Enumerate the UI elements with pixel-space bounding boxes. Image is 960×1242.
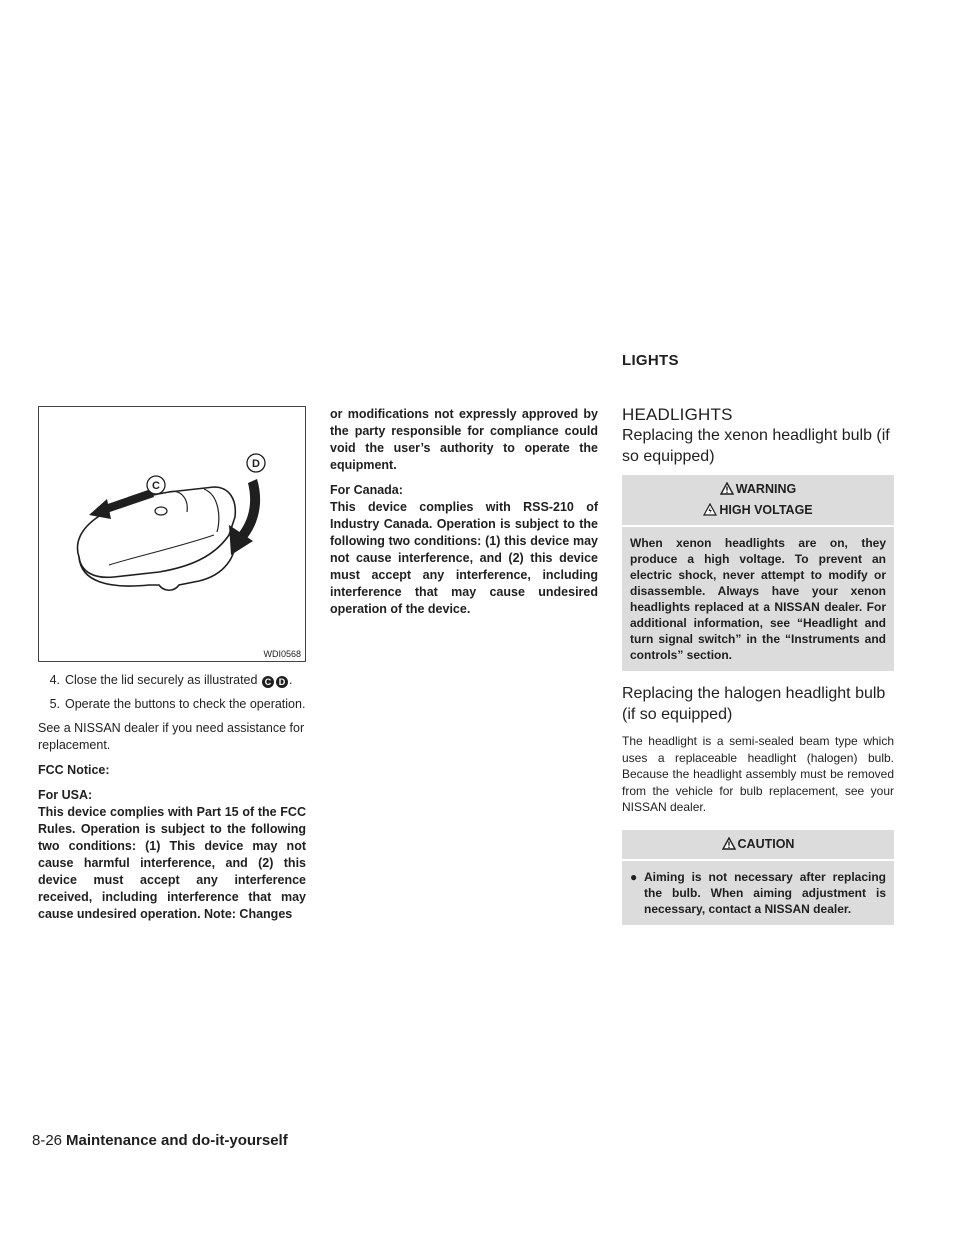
section-title: LIGHTS: [622, 352, 679, 369]
step-4: [38, 672, 306, 689]
caution-header: [622, 830, 894, 861]
high-voltage-icon: [703, 503, 717, 516]
dealer-note: See a NISSAN dealer if you need assistance for replacement.: [38, 721, 305, 752]
high-voltage-label: HIGH VOLTAGE: [719, 503, 813, 517]
left-column: [38, 672, 306, 931]
page-footer: [32, 1132, 288, 1149]
label-d: D: [252, 458, 260, 470]
step-5: [38, 696, 306, 713]
caution-icon: [722, 837, 736, 850]
caution-box: [622, 830, 894, 925]
warning-header: [622, 475, 894, 498]
caution-body: [622, 861, 894, 925]
step-4-end: .: [288, 673, 293, 687]
step-4-label: Close the lid securely as illustrated: [65, 673, 258, 687]
warning-box: [622, 475, 894, 671]
page-number: 8-26: [32, 1132, 63, 1149]
middle-column: [330, 406, 598, 626]
halogen-text: The headlight is a semi-sealed beam type which uses a replaceable headlight (halogen) bulb. Because the headlight assembly must be removed from the vehicle for bulb replacement, see your NISSAN dealer.: [622, 734, 894, 814]
circle-c-icon: C: [262, 676, 274, 688]
for-canada-heading: For Canada:: [330, 483, 403, 497]
key-fob-illustration: [38, 406, 306, 662]
canada-compliance-text: This device complies with RSS-210 of Industry Canada. Operation is subject to the following two conditions: (1) this device may not cause interference, and (2) this device must accept any interference, including interference that may cause undesired operation of the device.: [330, 500, 598, 616]
bullet-icon: ●: [630, 869, 638, 884]
chapter-title: Maintenance and do-it-yourself: [66, 1132, 288, 1149]
right-column: [622, 406, 894, 937]
step-4-text: [65, 672, 292, 689]
headlights-heading: HEADLIGHTS: [622, 405, 733, 424]
figure-code: WDI0568: [263, 649, 301, 659]
warning-icon: [720, 482, 734, 495]
fcc-notice-heading: FCC Notice:: [38, 763, 110, 777]
step-5-text: Operate the buttons to check the operation.: [65, 697, 306, 711]
warning-label: WARNING: [735, 482, 797, 496]
warning-text: When xenon headlights are on, they produce a high voltage. To prevent an electric shock, never attempt to modify or disassemble. Always have your xenon headlights replaced at a NISSAN dealer. For additional information, see “Headlight and turn signal switch” in the “Instruments and controls” section.: [630, 536, 886, 662]
circle-d-icon: D: [276, 676, 288, 688]
for-usa-heading: For USA:: [38, 788, 93, 802]
caution-label: CAUTION: [737, 836, 795, 851]
step-5-number: 5.: [49, 697, 60, 711]
step-4-number: 4.: [49, 673, 60, 687]
usa-compliance-continued: or modifications not expressly approved by the party responsible for compliance could void the user’s authority to operate the equipment.: [330, 407, 598, 472]
usa-compliance-text: This device complies with Part 15 of the FCC Rules. Operation is subject to the following two conditions: (1) This device may not cause harmful interference, and (2) this device must accept any interference received, including interference that may cause undesired operation. Note: Changes: [38, 805, 306, 921]
key-fob-drawing: [39, 407, 305, 661]
caution-bullet-item: [630, 869, 886, 917]
halogen-heading: Replacing the halogen headlight bulb (if so equipped): [622, 685, 886, 723]
label-c: C: [152, 480, 160, 492]
xenon-heading: Replacing the xenon headlight bulb (if so equipped): [622, 427, 890, 465]
caution-text: Aiming is not necessary after replacing the bulb. When aiming adjustment is necessary, contact a NISSAN dealer.: [644, 869, 886, 916]
high-voltage-header: [622, 498, 894, 527]
